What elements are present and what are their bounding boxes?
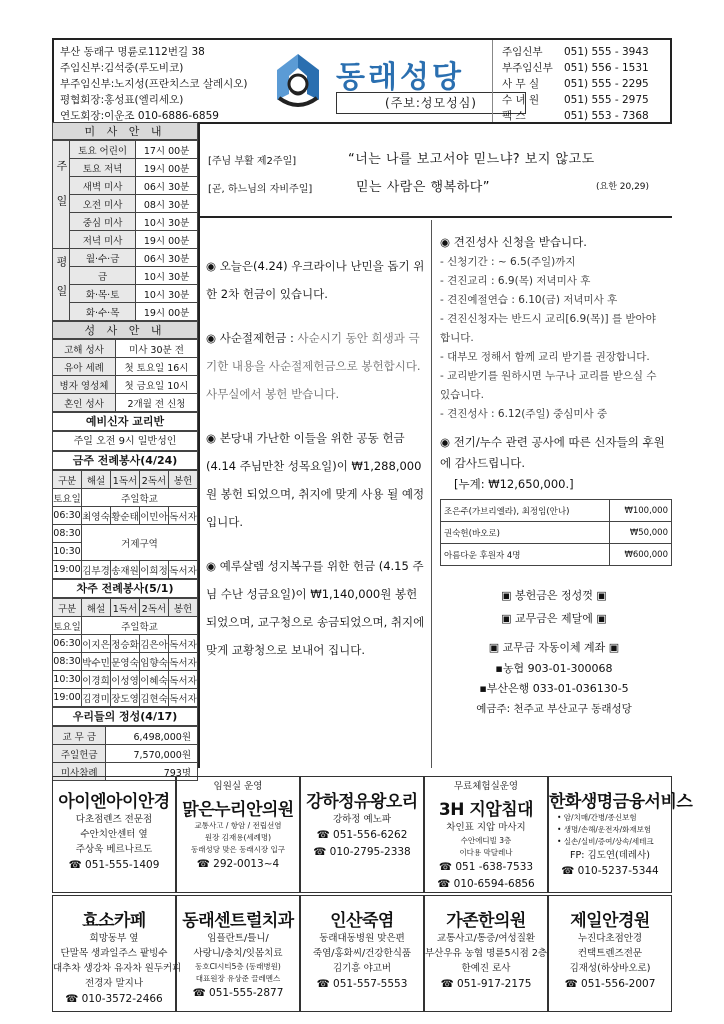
auto-transfer-title: ▣ 교무금 자동이체 계좌 ▣ <box>488 641 620 654</box>
col-header: 1독서 <box>111 471 140 489</box>
mass-row <box>53 285 198 303</box>
table-row <box>53 671 198 689</box>
col-header: 1독서 <box>111 599 140 617</box>
table-cell: 10:30 <box>53 671 82 689</box>
table-cell: 금 <box>70 267 136 285</box>
table-cell: 06:30 <box>53 507 82 525</box>
donor-table <box>440 499 672 566</box>
table-cell: 독서자 <box>169 689 198 707</box>
col-header: 구분 <box>53 599 82 617</box>
table-cell: 토요일 <box>53 617 82 635</box>
table-row <box>53 561 198 579</box>
ad-detail: 차인표 지압 마사지 <box>446 822 526 833</box>
offering-table <box>52 726 198 781</box>
donor-amount: ₩100,000 <box>610 500 672 522</box>
bank-account: ▪농협 903-01-300068 <box>495 662 613 675</box>
ad-phone: ☎ 051-917-2175 <box>440 978 532 990</box>
table-cell: 이민아 <box>140 507 169 525</box>
table-cell: 08시 30분 <box>136 195 198 213</box>
list-item: - 견진성사 : 6.12(주일) 중심미사 중 <box>440 408 608 420</box>
weekday-label: 평일 <box>53 249 70 321</box>
table-row <box>53 394 198 412</box>
ad-detail: 대표원장 유상준 끌레멘스 <box>195 974 281 983</box>
dues-slogan: ▣ 교무금은 제달에 ▣ <box>501 612 607 625</box>
contact-phone: 051) 553 - 7368 <box>564 110 649 122</box>
service-next-week-title: 차주 전례봉사(5/1) <box>52 579 198 598</box>
donation-total: [누계: ₩12,650,000.] <box>454 477 574 491</box>
ad-phone: ☎ 051 -638-7533 <box>438 861 534 873</box>
ad-detail: • 실손/실비/증여/상속/세테크 <box>557 837 654 846</box>
ad-box <box>548 776 693 893</box>
col-header: 봉헌 <box>169 471 198 489</box>
col-header: 해설 <box>82 599 111 617</box>
table-cell: 19시 00분 <box>136 303 198 321</box>
table-cell: 이성영 <box>111 671 140 689</box>
ad-detail: 대추차 생강차 유자차 원두커피 <box>53 963 182 974</box>
table-cell: 이지은 <box>82 635 111 653</box>
table-cell: 08:30 <box>53 525 82 543</box>
mass-row <box>53 267 198 285</box>
announcement <box>206 324 425 408</box>
bulletin-subtitle: (주보:성모성심) <box>336 92 526 114</box>
ad-box <box>548 895 672 1012</box>
donor-name: 아름다운 후원자 4명 <box>441 544 610 566</box>
ad-detail: 이다용 막달레나 <box>459 848 513 857</box>
contact-label: 사 무 실 <box>502 78 540 90</box>
table-cell: 송재원 <box>111 561 140 579</box>
col-header: 해설 <box>82 471 111 489</box>
table-cell: 고해 성사 <box>53 340 116 358</box>
ad-business-name: 제일안경원 <box>570 911 650 931</box>
ad-box <box>52 776 176 893</box>
table-cell: 2개월 전 신청 <box>115 394 197 412</box>
contact-phone: 051) 555 - 2295 <box>564 78 649 90</box>
ad-business-name: 가존한의원 <box>446 911 526 931</box>
account-holder: 예금주: 천주교 부산교구 동래성당 <box>476 703 632 715</box>
ad-business-name: 맑은누리안의원 <box>182 800 294 820</box>
ad-phone: ☎ 051-557-5553 <box>316 978 408 990</box>
ad-phone: ☎ 010-3572-2466 <box>65 993 163 1005</box>
table-row <box>441 500 672 522</box>
ad-detail: 수안에디빌 3층 <box>460 836 512 845</box>
mass-row <box>53 195 198 213</box>
ad-phone: ☎ 292-0013~4 <box>196 858 280 870</box>
table-cell: 19:00 <box>53 689 82 707</box>
table-cell: 장도영 <box>111 689 140 707</box>
table-cell: 10시 30분 <box>136 285 198 303</box>
mass-row <box>53 249 198 267</box>
mass-schedule-table <box>52 140 198 321</box>
ad-phone: ☎ 051-556-6262 <box>316 829 408 841</box>
ad-business-name: 동래센트럴치과 <box>182 911 294 931</box>
table-row <box>53 340 198 358</box>
ad-phone: ☎ 051-555-2877 <box>192 987 284 999</box>
parish-address: 부산 동래구 명륜로112번길 38 <box>60 46 205 58</box>
table-row <box>441 544 672 566</box>
table-cell: 저녁 미사 <box>70 231 136 249</box>
council-president-line: 평협회장:홍성표(엘리세오) <box>60 94 184 106</box>
announcement: ◉ 예루살렘 성지복구를 위한 헌금 (4.15 주님 수난 성금요일)이 ₩1,140,000원 봉헌 되었으며, 교구청으로 송금되었으며, 취지에 맞게 교황청으로 보내어 집니다. <box>206 559 425 657</box>
table-cell: 정승화 <box>111 635 140 653</box>
ad-detail: • 암/치매/간병/종신보험 <box>557 813 637 822</box>
table-cell: 19시 00분 <box>136 159 198 177</box>
pastor-line: 주임신부:김석중(루도비코) <box>60 62 184 74</box>
table-cell: 박수민 <box>82 653 111 671</box>
table-header-row <box>53 471 198 489</box>
table-cell: 첫 금요일 10시 <box>115 376 197 394</box>
mass-row <box>53 159 198 177</box>
sacrament-title: 성 사 안 내 <box>52 321 198 339</box>
table-row <box>53 745 198 763</box>
table-cell: 06시 30분 <box>136 249 198 267</box>
table-cell: 독서자 <box>169 653 198 671</box>
table-cell: 주일학교 <box>82 489 198 507</box>
table-cell: 새벽 미사 <box>70 177 136 195</box>
ad-box <box>300 895 424 1012</box>
announcement: ◉ 본당내 가난한 이들을 위한 공동 헌금(4.14 주님만찬 성목요일)이 ₩1,288,000원 봉헌 되었으며, 취지에 맞게 사용 될 예정입니다. <box>206 431 425 529</box>
table-cell: 08:30 <box>53 653 82 671</box>
table-cell: 김현숙 <box>140 689 169 707</box>
donor-name: 조은주(가브리엘라), 최정임(안나) <box>441 500 610 522</box>
ad-detail: 다초점렌즈 전문점 <box>75 814 153 825</box>
verse-line: 믿는 사람은 행복하다” <box>356 180 491 195</box>
table-cell: 교 무 금 <box>53 727 106 745</box>
list-item: - 견진교리 : 6.9(목) 저녁미사 후 <box>440 275 591 287</box>
ad-detail: 죽염/홍화씨/건강한식품 <box>312 948 412 959</box>
table-cell: 토요일 <box>53 489 82 507</box>
col-header: 구분 <box>53 471 82 489</box>
ad-business-name: 강하정유왕오리 <box>306 792 418 812</box>
table-cell: 10시 30분 <box>136 267 198 285</box>
col-header: 2독서 <box>140 599 169 617</box>
table-cell: 최영숙 <box>82 507 111 525</box>
ad-phone: ☎ 010-6594-6856 <box>437 878 535 890</box>
ad-detail: 강하정 예노파 <box>332 814 392 825</box>
table-cell: 10:30 <box>53 543 82 561</box>
ad-tagline: 무료체험실운영 <box>453 781 519 792</box>
table-row <box>53 653 198 671</box>
ad-box <box>176 895 300 1012</box>
ad-detail: 사랑니/충치/잇몸치료 <box>193 948 283 959</box>
ad-box <box>176 776 300 893</box>
ad-detail: 동래성당 맞은 동래시장 입구 <box>190 845 286 854</box>
table-cell: 독서자 <box>169 507 198 525</box>
table-cell: 혼인 성사 <box>53 394 116 412</box>
table-row <box>53 617 198 635</box>
announcements-column <box>200 220 432 768</box>
ad-phone: ☎ 051-555-1409 <box>68 859 160 871</box>
table-cell: 병자 영성체 <box>53 376 116 394</box>
mass-row <box>53 177 198 195</box>
table-row <box>53 727 198 745</box>
table-cell: 중심 미사 <box>70 213 136 231</box>
advertisement-grid <box>52 776 693 1012</box>
ad-box <box>424 776 548 893</box>
announcement: ◉ 오늘은(4.24) 우크라이나 난민을 돕기 위한 2차 헌금이 있습니다. <box>206 259 425 301</box>
contact-list <box>502 44 664 124</box>
liturgy-tag: [주님 부활 제2주일] <box>208 156 297 167</box>
contact-phone: 051) 556 - 1531 <box>564 62 649 74</box>
catechumen-title: 예비신자 교리반 <box>52 412 198 431</box>
service-this-week-table <box>52 470 198 579</box>
service-next-week-table <box>52 598 198 707</box>
ad-detail: 부산우유 농협 명륜5시점 2층 <box>425 948 548 959</box>
table-row <box>53 689 198 707</box>
liturgy-tag: [곧, 하느님의 자비주일] <box>208 184 313 195</box>
right-announcements <box>434 220 672 768</box>
table-cell: 황순태 <box>111 507 140 525</box>
ad-business-name: 인산죽염 <box>330 911 394 931</box>
confirmation-title: ◉ 견진성사 신청을 받습니다. <box>440 235 587 249</box>
ad-detail: 임플란트/틀니/ <box>207 933 269 944</box>
contact-label: 주임신부 <box>502 46 543 58</box>
table-row <box>53 635 198 653</box>
table-cell: 19시 00분 <box>136 231 198 249</box>
table-cell: 독서자 <box>169 635 198 653</box>
table-cell: 7,570,000원 <box>106 745 198 763</box>
table-cell: 문영숙 <box>111 653 140 671</box>
header-divider <box>492 40 493 122</box>
mass-schedule-title: 미 사 안 내 <box>52 122 198 140</box>
ad-business-name: 한화생명금융서비스 <box>549 792 693 812</box>
mass-row <box>53 303 198 321</box>
table-cell: 토요 저녁 <box>70 159 136 177</box>
ad-detail: 수안치안센터 옆 <box>80 829 148 840</box>
parish-name: 동래성당 <box>336 60 464 95</box>
catechumen-schedule: 주일 오전 9시 일반성인 <box>52 431 198 451</box>
table-cell: 주일헌금 <box>53 745 106 763</box>
table-cell: 거제구역 <box>82 525 198 561</box>
table-cell: 오전 미사 <box>70 195 136 213</box>
parish-info <box>60 44 248 124</box>
table-row <box>53 376 198 394</box>
ad-detail: 김재성(하상바오로) <box>569 963 651 974</box>
sacrament-table <box>52 339 198 412</box>
list-item: - 견진예절연습 : 6.10(금) 저녁미사 후 <box>440 294 618 306</box>
ad-business-name: 3H 지압침대 <box>438 800 534 820</box>
mass-row <box>53 213 198 231</box>
ad-detail: 희망동부 옆 <box>89 933 139 944</box>
table-header-row <box>53 599 198 617</box>
table-row <box>441 522 672 544</box>
ad-detail: • 생명/손해/운전자/화재보험 <box>557 825 652 834</box>
ad-detail: 주상욱 베르나르도 <box>75 844 153 855</box>
ad-detail: 컨택트렌즈전문 <box>577 948 643 959</box>
table-cell: 미사 30분 전 <box>115 340 197 358</box>
table-cell: 김부경 <box>82 561 111 579</box>
contact-phone: 051) 555 - 3943 <box>564 46 649 58</box>
table-cell: 독서자 <box>169 671 198 689</box>
ad-box <box>52 895 182 1012</box>
ad-detail: 한예진 로사 <box>461 963 511 974</box>
table-cell: 월·수·금 <box>70 249 136 267</box>
table-cell: 주일학교 <box>82 617 198 635</box>
ad-business-name: 아이엔아이안경 <box>58 792 170 812</box>
donation-thanks: ◉ 전기/누수 관련 공사에 따른 신자들의 후원에 감사드립니다. <box>440 435 665 470</box>
donor-amount: ₩50,000 <box>610 522 672 544</box>
ad-detail: 교통사고/통증/여성질환 <box>436 933 536 944</box>
table-cell: 김경미 <box>82 689 111 707</box>
announcement-heading: ◉ 사순절제헌금 : <box>206 331 294 345</box>
table-cell: 이희정 <box>140 561 169 579</box>
ad-phone: ☎ 010-5237-5344 <box>561 865 659 877</box>
table-cell: 17시 00분 <box>136 141 198 159</box>
ad-detail: 동호CI시티5층 (동래병원) <box>195 962 281 971</box>
gospel-verse-box <box>200 124 672 218</box>
ad-detail: 김기흥 야고버 <box>332 963 392 974</box>
table-cell: 화·수·목 <box>70 303 136 321</box>
col-header: 2독서 <box>140 471 169 489</box>
ad-detail: FP: 김도연(데레사) <box>570 850 650 861</box>
table-cell: 유아 세례 <box>53 358 116 376</box>
table-cell: 미사참례 <box>53 763 106 781</box>
table-cell: 6,498,000원 <box>106 727 198 745</box>
table-cell: 이혜숙 <box>140 671 169 689</box>
table-cell: 06시 30분 <box>136 177 198 195</box>
ad-detail: 전경자 말지나 <box>84 978 144 989</box>
table-cell: 첫 토요일 16시 <box>115 358 197 376</box>
table-cell: 김은아 <box>140 635 169 653</box>
col-header: 봉헌 <box>169 599 198 617</box>
donor-name: 권숙헌(바오로) <box>441 522 610 544</box>
table-cell: 토요 어린이 <box>70 141 136 159</box>
table-cell: 06:30 <box>53 635 82 653</box>
contact-label: 부주임신부 <box>502 62 553 74</box>
list-item: - 대부모 정해서 함께 교리 받기를 권장합니다. <box>440 351 650 363</box>
prayer-president-line: 연도회장:이운조 010-6886-6859 <box>60 110 219 122</box>
table-cell: 독서자 <box>169 561 198 579</box>
list-item: - 교리받기를 원하시면 누구나 교리를 받으실 수 있습니다. <box>440 370 657 401</box>
table-cell: 793명 <box>106 763 198 781</box>
table-cell: 이경희 <box>82 671 111 689</box>
mass-row <box>53 231 198 249</box>
service-this-week-title: 금주 전례봉사(4/24) <box>52 451 198 470</box>
table-row <box>53 489 198 507</box>
ad-tagline: 임원실 운영 <box>213 781 263 792</box>
ad-detail: 동래대동병원 맞은편 <box>319 933 405 944</box>
table-row <box>53 507 198 525</box>
table-cell: 화·목·토 <box>70 285 136 303</box>
verse-reference: (요한 20,29) <box>596 182 650 192</box>
ad-phone: ☎ 051-556-2007 <box>564 978 656 990</box>
parish-logo <box>267 50 329 112</box>
table-cell: 10시 30분 <box>136 213 198 231</box>
bank-account: ▪부산은행 033-01-036130-5 <box>479 682 629 695</box>
table-cell: 임향숙 <box>140 653 169 671</box>
list-item: - 신청기간 : ~ 6.5(주일)까지 <box>440 256 576 268</box>
table-cell: 19:00 <box>53 561 82 579</box>
ad-business-name: 효소카페 <box>82 911 146 931</box>
announcement-body: 사순시기 동안 희생과 극기한 내용을 사순절제헌금으로 봉헌합시다. 사무실에서 봉헌 받습니다. <box>206 331 421 401</box>
ad-detail: 누진다초점안경 <box>577 933 643 944</box>
confirmation-list <box>440 253 668 424</box>
contact-label: 수 녀 원 <box>502 94 540 106</box>
contact-phone: 051) 555 - 2975 <box>564 94 649 106</box>
ad-detail: 단말목 생과일주스 팥빙수 <box>60 948 168 959</box>
list-item: - 견진신청자는 반드시 교리[6.9(목)] 를 받아야 합니다. <box>440 313 656 344</box>
donor-amount: ₩600,000 <box>610 544 672 566</box>
mass-row <box>53 141 198 159</box>
offering-slogan: ▣ 봉헌금은 정성껏 ▣ <box>501 589 607 602</box>
verse-line: “너는 나를 보고서야 믿느냐? 보지 않고도 <box>348 152 595 167</box>
ad-phone: ☎ 010-2795-2338 <box>313 846 411 858</box>
sunday-label: 주일 <box>53 141 70 249</box>
table-row <box>53 525 198 543</box>
bulletin-header <box>52 38 672 124</box>
offering-title: 우리들의 정성(4/17) <box>52 707 198 726</box>
contact-label: 팩 스 <box>502 110 526 122</box>
ad-box <box>300 776 424 893</box>
assistant-pastor-line: 부주임신부:노지성(프란치스코 살레시오) <box>60 78 248 90</box>
ad-box <box>424 895 548 1012</box>
ad-detail: 원장 김재용(세례명) <box>204 833 272 842</box>
ad-detail: 교통사고 / 항암 / 전립선염 <box>194 821 282 830</box>
left-info-column <box>52 122 200 779</box>
table-row <box>53 358 198 376</box>
